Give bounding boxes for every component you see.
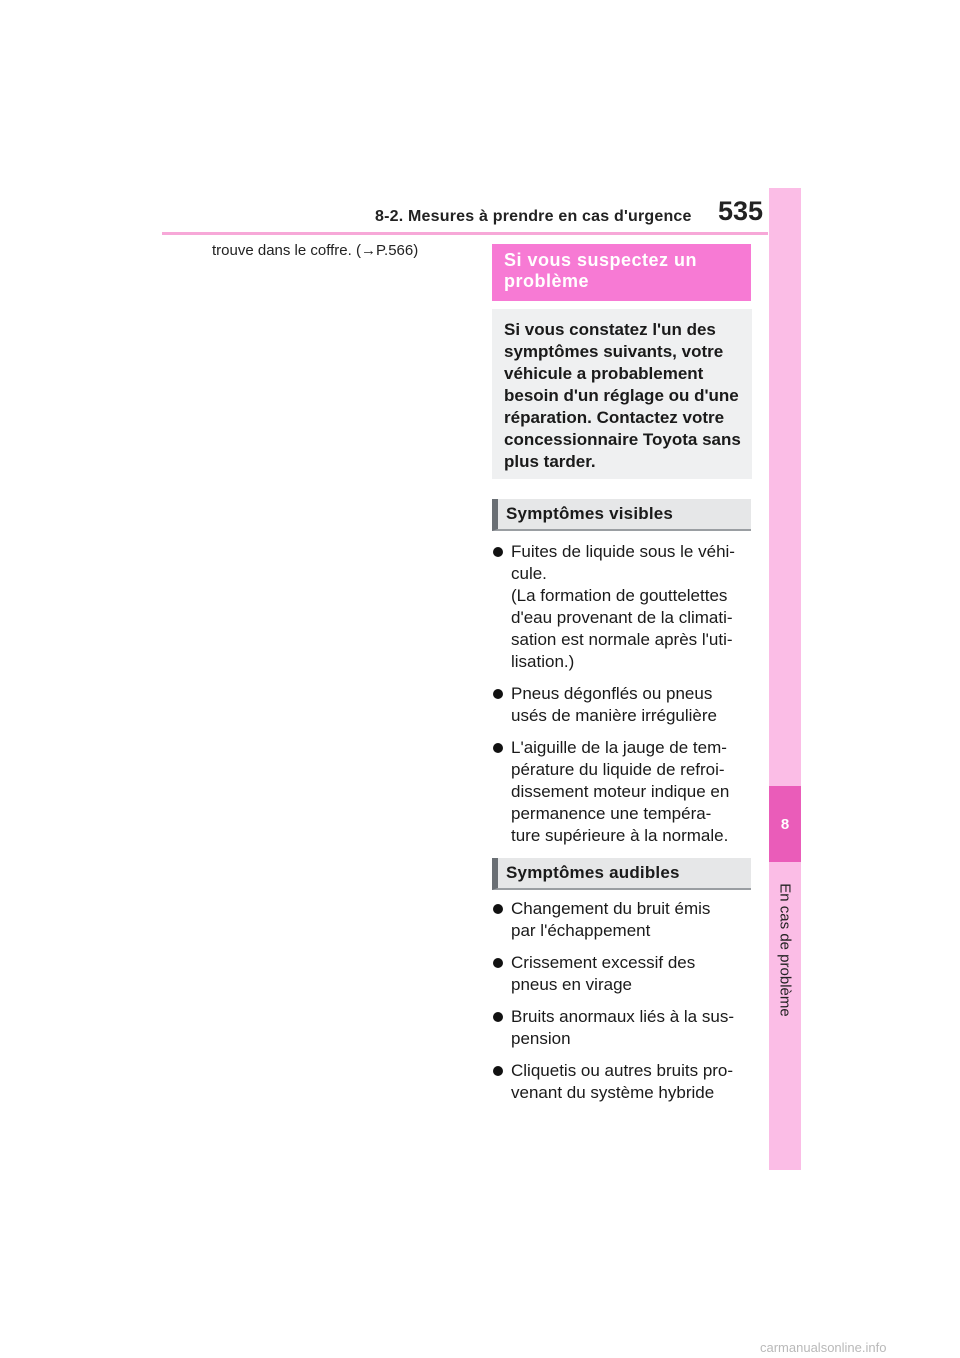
audible-symptoms-list — [492, 898, 762, 1114]
section-title: 8-2. Mesures à prendre en cas d'urgence — [375, 208, 692, 225]
page-number: 535 — [718, 196, 764, 226]
list-item: Crissement excessif des pneus en virage — [492, 952, 762, 996]
list-item: L'aiguille de la jauge de tem- pérature du liquide de refroi- dissement moteur indique en permanence une tempéra- ture supérieure à la normale. — [492, 737, 762, 847]
chapter-label: En cas de problème — [776, 883, 794, 1017]
watermark: carmanualsonline.info — [760, 1340, 887, 1355]
chapter-number-badge: 8 — [769, 786, 801, 862]
header-divider — [162, 232, 768, 235]
list-item: Fuites de liquide sous le véhi- cule. (La formation de gouttelettes d'eau provenant de la climati- sation est normale après l'uti- lisation.) — [492, 541, 762, 673]
list-item: Bruits anormaux liés à la sus- pension — [492, 1006, 762, 1050]
list-item: Pneus dégonflés ou pneus usés de manière irrégulière — [492, 683, 762, 727]
chapter-side-tab — [769, 188, 801, 1170]
list-item: Cliquetis ou autres bruits pro- venant du système hybride — [492, 1060, 762, 1104]
visible-symptoms-list — [492, 541, 762, 857]
list-item: Changement du bruit émis par l'échappement — [492, 898, 762, 942]
visible-symptoms-heading: Symptômes visibles — [492, 499, 751, 531]
continued-text: trouve dans le coffre. (→P.566) — [212, 242, 419, 259]
audible-symptoms-heading: Symptômes audibles — [492, 858, 751, 890]
section-header: Si vous suspectez un problème — [492, 244, 751, 301]
intro-box: Si vous constatez l'un des symptômes suivants, votre véhicule a probablement besoin d'un réglage ou d'une réparation. Contactez votre concessionnaire Toyota sans plus tarder. — [492, 309, 752, 479]
